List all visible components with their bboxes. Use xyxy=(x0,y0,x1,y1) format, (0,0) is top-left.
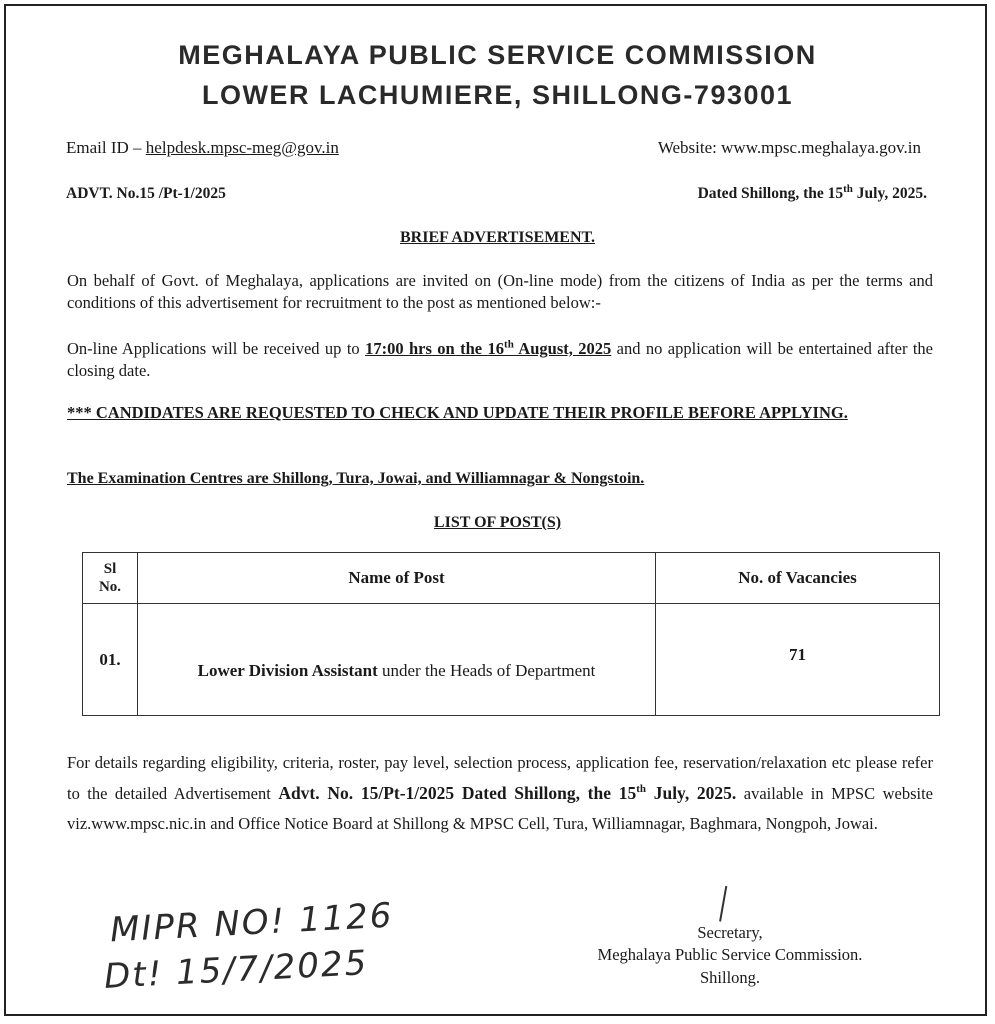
advt-date-sup: th xyxy=(843,182,853,195)
row-post-rest: under the Heads of Department xyxy=(377,661,596,680)
signatory-org: Meghalaya Public Service Commission. xyxy=(597,945,863,964)
header-line-1: MEGHALAYA PUBLIC SERVICE COMMISSION xyxy=(178,40,817,70)
advt-number: ADVT. No.15 /Pt-1/2025 xyxy=(66,185,226,202)
intro-paragraph: On behalf of Govt. of Meghalaya, applications are invited on (On-line mode) from the citizens of India as per the terms and conditions of this advertisement for recruitment to the post as mentioned below:- xyxy=(67,271,933,312)
deadline-suffix: and no application will be entertained after the closing date. xyxy=(67,339,934,380)
posts-table xyxy=(82,552,940,716)
signatory-title: Secretary, xyxy=(697,923,763,942)
details-b: Advt. No. 15/Pt-1/2025 Dated Shillong, the 15 xyxy=(278,783,637,803)
handwritten-ref-number: MIPR NO! 1126 xyxy=(109,895,395,951)
deadline-paragraph xyxy=(67,338,933,382)
header-vacancies: No. of Vacancies xyxy=(656,553,940,604)
details-c: available in MPSC website viz.www.mpsc.nic.in and Office Notice Board at Shillong & MPSC Cell, Tura, Williamnagar, Baghmara, Nongpoh, Jowai. xyxy=(67,784,933,833)
profile-notice: *** CANDIDATES ARE REQUESTED TO CHECK AND UPDATE THEIR PROFILE BEFORE APPLYING. xyxy=(67,403,848,422)
details-b-sup: th xyxy=(636,783,646,796)
signatory-place: Shillong. xyxy=(699,968,761,987)
header-sl: Sl No. xyxy=(83,553,138,604)
deadline-time-sup: th xyxy=(504,338,514,351)
handwritten-ref-date: Dt! 15/7/2025 xyxy=(103,943,370,997)
row-sl: 01. xyxy=(83,604,138,716)
advt-date xyxy=(697,182,927,203)
header-line-2: LOWER LACHUMIERE, SHILLONG-793001 xyxy=(201,80,794,110)
deadline-time-a: 17:00 hrs on the 16 xyxy=(365,339,505,358)
deadline-time-b: August, 2025 xyxy=(513,339,612,358)
header-name: Name of Post xyxy=(138,553,656,604)
details-b2: July, 2025. xyxy=(646,783,737,803)
email-label: Email ID – xyxy=(66,138,146,157)
table-row xyxy=(83,604,940,716)
advt-date-suffix: July, 2025. xyxy=(852,185,927,202)
details-paragraph xyxy=(67,748,933,839)
page-title: BRIEF ADVERTISEMENT. xyxy=(399,229,596,246)
list-title: LIST OF POST(S) xyxy=(433,514,562,531)
row-vacancies: 71 xyxy=(656,604,940,716)
advt-date-prefix: Dated Shillong, the 15 xyxy=(697,185,844,202)
row-post xyxy=(138,604,656,716)
centres-notice: The Examination Centres are Shillong, Tura, Jowai, and Williamnagar & Nongstoin. xyxy=(67,470,645,487)
website-text: Website: www.mpsc.meghalaya.gov.in xyxy=(657,138,921,157)
row-post-bold: Lower Division Assistant xyxy=(197,661,378,680)
details-a: For details regarding eligibility, criteria, roster, pay level, selection process, application fee, reservation/relaxation etc please refer to the detailed Advertisement xyxy=(67,753,933,803)
table-header-row xyxy=(83,553,940,604)
email-link[interactable]: helpdesk.mpsc-meg@gov.in xyxy=(145,138,339,157)
email-row xyxy=(66,138,339,158)
deadline-prefix: On-line Applications will be received up to xyxy=(67,339,366,358)
deadline-time xyxy=(365,339,611,358)
